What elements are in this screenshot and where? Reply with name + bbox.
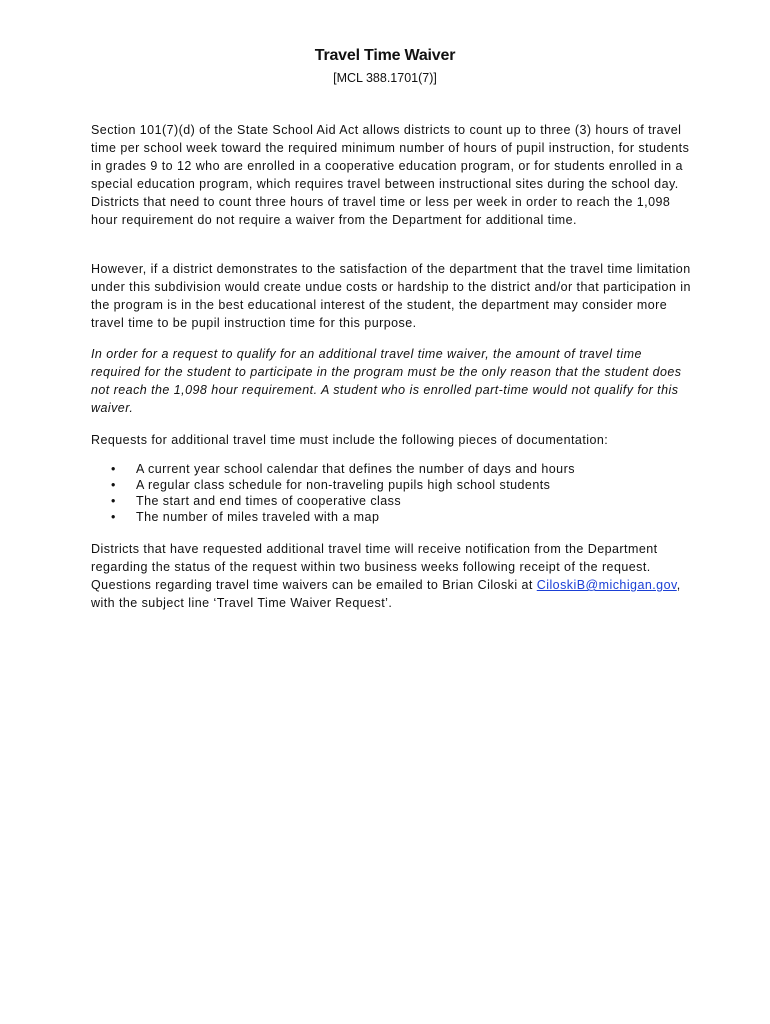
bullet-icon: •	[111, 494, 116, 508]
contact-paragraph	[91, 540, 691, 612]
page-title: Travel Time Waiver	[314, 47, 456, 64]
contact-text: Districts that have requested additional travel time will receive notification from the Department regarding the status of the request within two business weeks following receipt of the request. Questions regarding travel time waivers can be emailed to Brian Ciloski at	[91, 542, 658, 592]
bullet-icon: •	[111, 462, 116, 476]
list-item-text: The start and end times of cooperative class	[136, 494, 402, 508]
bullet-icon: •	[111, 478, 116, 492]
hardship-paragraph: However, if a district demonstrates to the satisfaction of the department that the travel time limitation under this subdivision would create undue costs or hardship to the district and/or that participation in the program is in the best educational interest of the student, the department may consider more travel time to be pupil instruction time for this purpose.	[91, 262, 691, 330]
intro-paragraph: Section 101(7)(d) of the State School Aid Act allows districts to count up to three (3) hours of travel time per school week toward the required minimum number of hours of pupil instruction, for students in grades 9 to 12 who are enrolled in a cooperative education program, or for students enrolled in a special education program, which requires travel between instructional sites during the school day. Districts that need to count three hours of travel time or less per week in order to reach the 1,098 hour requirement do not require a waiver from the Department for additional time.	[91, 123, 690, 227]
documentation-list	[91, 461, 691, 525]
list-item-text: A regular class schedule for non-traveling pupils high school students	[136, 478, 551, 492]
contact-text-end: , with the subject line ‘Travel Time Waiver Request’.	[91, 578, 681, 610]
list-item-text: The number of miles traveled with a map	[136, 510, 380, 524]
statute-citation: [MCL 388.1701(7)]	[333, 71, 437, 85]
list-item	[91, 477, 691, 493]
list-item	[91, 493, 691, 509]
bullet-icon: •	[111, 510, 116, 524]
list-item	[91, 461, 691, 477]
documentation-intro: Requests for additional travel time must include the following pieces of documentation:	[91, 433, 609, 447]
list-item-text: A current year school calendar that defines the number of days and hours	[136, 462, 575, 476]
list-item	[91, 509, 691, 525]
qualification-paragraph: In order for a request to qualify for an additional travel time waiver, the amount of travel time required for the student to participate in the program must be the only reason that the student does not reach the 1,098 hour requirement. A student who is enrolled part-time would not qualify for this waiver.	[91, 347, 682, 415]
email-link[interactable]: CiloskiB@michigan.gov	[536, 578, 677, 592]
